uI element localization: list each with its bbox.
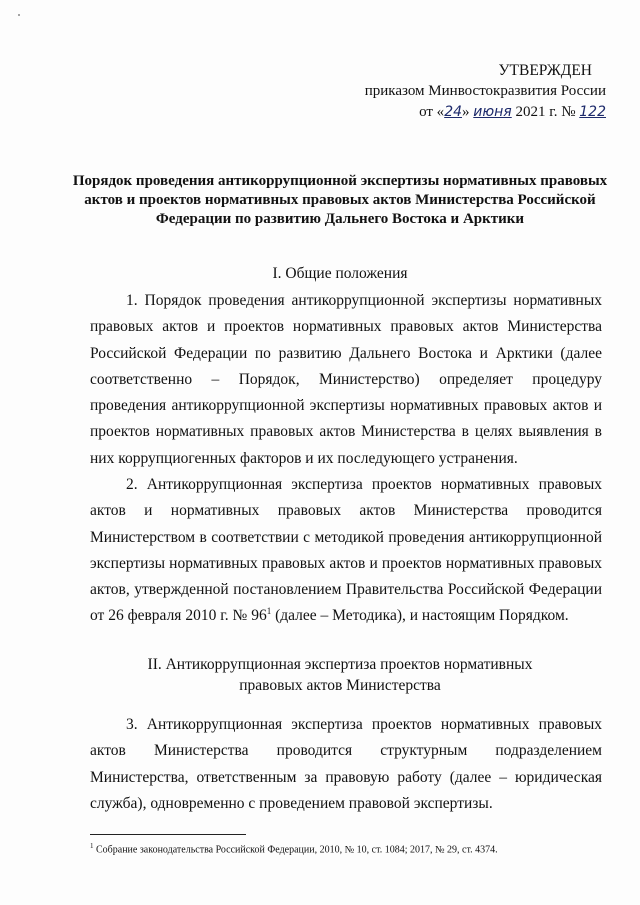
footnote: [90, 840, 610, 856]
approval-order-line: приказом Минвостокразвития России: [364, 83, 606, 99]
paragraph-2-tail: (далее – Методика), и настоящим Порядком.: [271, 607, 569, 625]
approval-from-label: от «: [419, 104, 445, 120]
approval-mid: »: [462, 104, 474, 120]
footnote-divider: [90, 834, 246, 835]
paragraph-3: 3. Антикоррупционная экспертиза проектов нормативных правовых актов Министерства проводится структурным подразделением Министерства, ответственным за правовую работу (далее – юридическая служба), одновременно с проведением правовой экспертизы.: [90, 716, 602, 812]
approval-date-line: [326, 102, 606, 123]
footnote-mark: 1: [90, 842, 94, 850]
section-2-heading-line2: правовых актов Министерства: [239, 677, 441, 694]
document-title: Порядок проведения антикоррупционной экспертизы нормативных правовых актов и проектов нормативных правовых актов Министерства Российской Федерации по развитию Дальнего Востока и Арктики: [72, 173, 608, 227]
paragraph-2: [90, 472, 602, 630]
approval-year-text: 2021 г. №: [511, 104, 580, 120]
footnote-ref: 1: [266, 606, 272, 617]
paragraph-2-text: 2. Антикоррупционная экспертиза проектов нормативных правовых актов и нормативных правовых актов Министерства проводится Министерством в соответствии с методикой проведения антикоррупционной экспертизы нормативных правовых актов и проектов нормативных правовых актов, утвержденной постановлением Правительства Российской Федерации от 26 февраля 2010 г. № 96: [90, 476, 602, 625]
approval-title: УТВЕРЖДЕН: [498, 62, 592, 79]
footnote-text: Собрание законодательства Российской Федерации, 2010, № 10, ст. 1084; 2017, № 29, ст. 4374.: [93, 844, 498, 856]
section-2-heading-line1: II. Антикоррупционная экспертиза проектов нормативных: [147, 656, 533, 673]
paragraph-1: 1. Порядок проведения антикоррупционной экспертизы нормативных правовых актов и проектов нормативных правовых актов Министерства Российской Федерации по развитию Дальнего Востока и Арктики (далее соответственно – Порядок, Министерство) определяет процедуру проведения антикоррупционной экспертизы нормативных правовых актов и проектов нормативных правовых актов Министерства в целях выявления в них коррупциогенных факторов и их последующего устранения.: [90, 292, 602, 467]
approval-stamp: [326, 60, 606, 123]
approval-month-handwritten: июня: [473, 104, 512, 120]
approval-day-handwritten: 24: [444, 104, 463, 120]
approval-number-handwritten: 122: [579, 104, 606, 120]
scan-speck: [18, 14, 20, 16]
section-1-heading: I. Общие положения: [272, 265, 408, 282]
section-2-heading: [70, 654, 610, 696]
